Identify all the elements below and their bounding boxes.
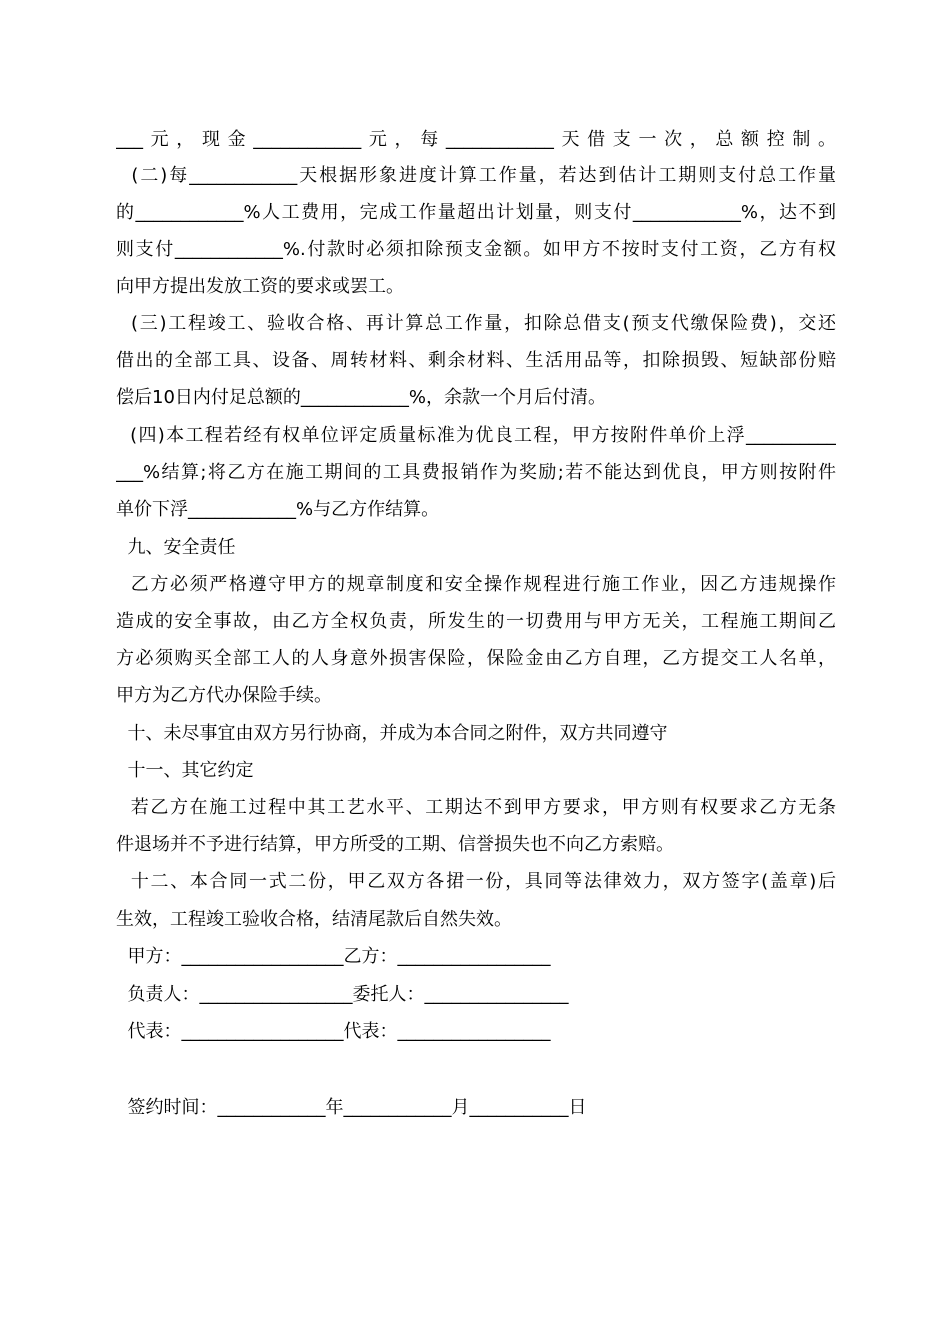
text-line: 造成的安全事故，由乙方全权负责，所发生的一切费用与甲方无关，工程施工期间乙 (116, 611, 836, 632)
signature-line-representative: 代表：__________________代表：_________________ (116, 1021, 551, 1042)
text-line: 若乙方在施工过程中其工艺水平、工期达不到甲方要求，甲方则有权要求乙方无条 (116, 797, 836, 818)
text-line: 件退场并不予进行结算，甲方所受的工期、信誉损失也不向乙方索赔。 (116, 834, 674, 855)
text-line: (三)工程竣工、验收合格、再计算总工作量，扣除总借支(预支代缴保险费)，交还 (116, 313, 836, 334)
text-line: 甲方为乙方代办保险手续。 (116, 685, 332, 706)
text-line: (二)每____________天根据形象进度计算工作量，若达到估计工期则支付总工作量 (116, 165, 836, 186)
text-line: (四)本工程若经有权单位评定质量标准为优良工程，甲方按附件单价上浮__________ (116, 425, 836, 446)
text-line: 偿后10日内付足总额的____________%，余款一个月后付清。 (116, 387, 607, 408)
text-line: 单价下浮____________%与乙方作结算。 (116, 499, 440, 520)
signature-line-responsible: 负责人：_________________委托人：________________ (116, 984, 569, 1005)
section-heading: 九、安全责任 (116, 537, 236, 558)
text-line: 则支付____________%.付款时必须扣除预支金额。如甲方不按时支付工资，乙方有权 (116, 239, 836, 260)
signing-date-line: 签约时间：____________年____________月___________日 (116, 1097, 587, 1118)
text-line: 乙方必须严格遵守甲方的规章制度和安全操作规程进行施工作业，因乙方违规操作 (116, 574, 836, 595)
section-heading: 十、未尽事宜由双方另行协商，并成为本合同之附件，双方共同遵守 (116, 723, 668, 744)
text-line: 十二、本合同一式二份，甲乙双方各捃一份，具同等法律效力，双方签字(盖章)后 (116, 871, 836, 892)
text-line: 借出的全部工具、设备、周转材料、剩余材料、生活用品等，扣除损毁、短缺部份赔 (116, 350, 836, 371)
text-line: 向甲方提出发放工资的要求或罢工。 (116, 276, 404, 297)
section-heading: 十一、其它约定 (116, 760, 254, 781)
text-line: 生效，工程竣工验收合格，结清尾款后自然失效。 (116, 909, 512, 930)
signature-line-party: 甲方：__________________乙方：_________________ (116, 946, 551, 967)
text-line: 方必须购买全部工人的人身意外损害保险，保险金由乙方自理，乙方提交工人名单， (116, 648, 836, 669)
text-line: ___%结算;将乙方在施工期间的工具费报销作为奖励;若不能达到优良，甲方则按附件 (116, 462, 836, 483)
text-line: 的____________%人工费用，完成工作量超出计划量，则支付____________%，达不到 (116, 202, 836, 223)
text-line: ___元，现金____________元，每____________天借支一次，总额控制。 (116, 129, 836, 150)
